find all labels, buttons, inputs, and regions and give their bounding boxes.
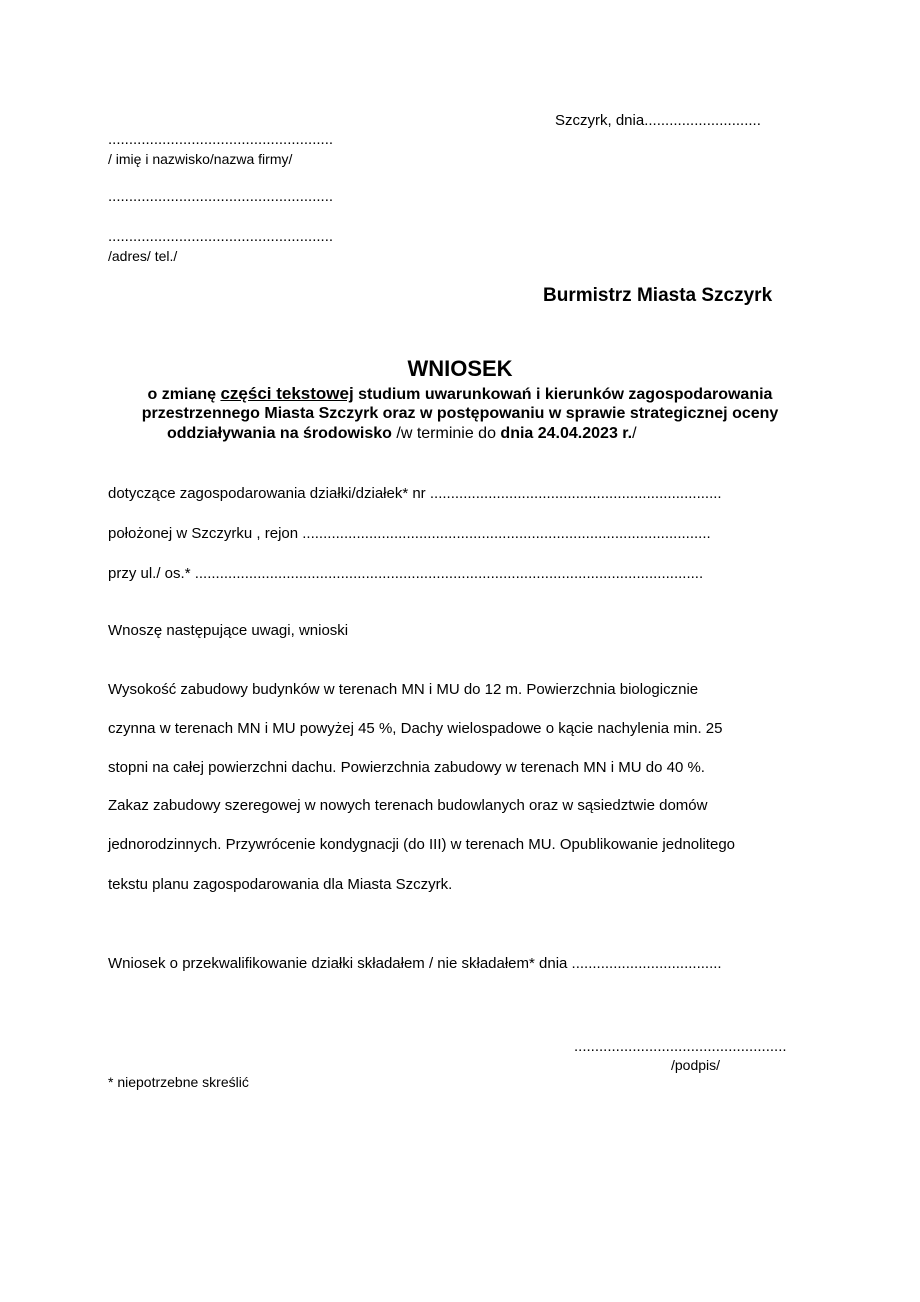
applicant-address-label: /adres/ tel./ [108, 248, 178, 264]
field-street-dots: .......................................................................................................................... [194, 565, 704, 582]
signature-label: /podpis/ [671, 1057, 721, 1073]
applicant-address-dots-1: ...................................................... [108, 188, 334, 205]
requalification-dots: .................................... [571, 955, 722, 972]
requalification [108, 955, 722, 972]
requalification-text: Wniosek o przekwalifikowanie działki składałem / nie składałem* dnia [108, 955, 568, 972]
place-date-label: Szczyrk, dnia [555, 112, 645, 129]
remarks-line: Wysokość zabudowy budynków w terenach MN i MU do 12 m. Powierzchnia biologicznie [108, 681, 699, 698]
applicant-address-dots-2: ...................................................... [108, 228, 334, 245]
subtitle-line-3 [167, 425, 637, 443]
field-street-label: przy ul./ os.* [108, 565, 191, 582]
subtitle-line-1-post: studium uwarunkowań i kierunków zagospodarowania [353, 386, 773, 403]
applicant-name-label: / imię i nazwisko/nazwa firmy/ [108, 151, 293, 167]
remarks-intro: Wnoszę następujące uwagi, wnioski [108, 622, 349, 639]
document-title: WNIOSEK [407, 356, 513, 381]
field-parcel-label: dotyczące zagospodarowania działki/działek* nr [108, 485, 426, 502]
remarks-line: stopni na całej powierzchni dachu. Powierzchnia zabudowy w terenach MN i MU do 40 %. [108, 759, 705, 776]
subtitle-line-3-end: / [632, 425, 637, 442]
place-date-dots: ............................ [644, 112, 761, 129]
remarks-line: czynna w terenach MN i MU powyżej 45 %, Dachy wielospadowe o kącie nachylenia min. 25 [108, 720, 723, 737]
subtitle-underlined: części tekstowej [220, 384, 354, 403]
field-region [108, 525, 711, 542]
subtitle-line-1 [0, 384, 920, 404]
subtitle-deadline: dnia 24.04.2023 r. [500, 425, 633, 442]
place-date [555, 112, 761, 129]
remarks-line: jednorodzinnych. Przywrócenie kondygnacji (do III) w terenach MU. Opublikowanie jednolitego [108, 836, 735, 853]
subtitle-line-2: przestrzennego Miasta Szczyrk oraz w postępowaniu w sprawie strategicznej oceny [141, 405, 779, 422]
addressee: Burmistrz Miasta Szczyrk [543, 285, 773, 306]
field-region-label: położonej w Szczyrku , rejon [108, 525, 299, 542]
subtitle-line-3-normal: /w terminie do [391, 425, 501, 442]
subtitle-line-1-pre: o zmianę [147, 386, 221, 403]
remarks-line: Zakaz zabudowy szeregowej w nowych terenach budowlanych oraz w sąsiedztwie domów [108, 797, 708, 814]
field-street [108, 565, 703, 582]
footnote: * niepotrzebne skreślić [108, 1074, 249, 1090]
signature-dots: ................................................... [574, 1038, 787, 1055]
subtitle-line-3-bold: oddziaływania na środowisko [167, 425, 392, 442]
field-parcel-dots: ...................................................................... [429, 485, 722, 502]
field-region-dots: .................................................................................................. [302, 525, 711, 542]
field-parcel [108, 485, 722, 502]
remarks-line: tekstu planu zagospodarowania dla Miasta Szczyrk. [108, 876, 453, 893]
applicant-name-dots: ...................................................... [108, 131, 334, 148]
